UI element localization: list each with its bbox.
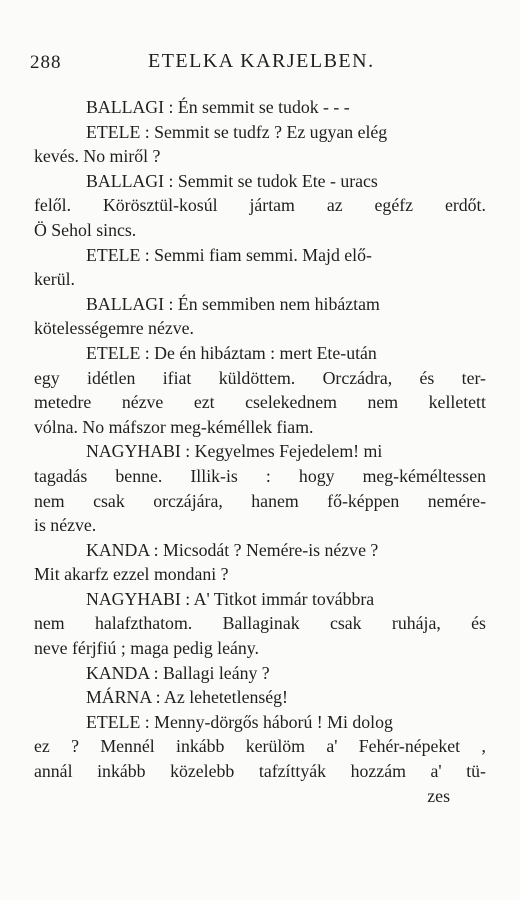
text-line: egy idétlen ifiat küldöttem. Orczádra, és ter-	[34, 367, 486, 388]
text-line: ETELE : De én hibáztam : mert Ete-után	[86, 342, 377, 363]
text-line: vólna. No máfszor meg-kéméllek fiam.	[34, 416, 314, 437]
text-line: BALLAGI : Semmit se tudok Ete - uracs	[86, 170, 378, 191]
text-line: ETELE : Semmit se tudfz ? Ez ugyan elég	[86, 121, 388, 142]
running-head: ETELKA KARJELBEN.	[148, 50, 375, 72]
text-line: ETELE : Menny-dörgős háború ! Mi dolog	[86, 711, 393, 732]
text-line: ETELE : Semmi fiam semmi. Majd elő-	[86, 244, 372, 265]
text-line: ez ? Mennél inkább kerülöm a' Fehér-népeket ,	[34, 736, 486, 757]
text-line: NAGYHABI : Kegyelmes Fejedelem! mi	[86, 441, 383, 462]
text-line: neve férjfiú ; maga pedig leány.	[34, 638, 259, 659]
text-line: NAGYHABI : A' Titkot immár továbbra	[86, 588, 375, 609]
text-line: Ö Sehol sincs.	[34, 219, 137, 240]
text-line: felől. Körösztül-kosúl jártam az egéfz erdőt.	[34, 195, 486, 216]
text-line: kevés. No miről ?	[34, 146, 161, 167]
text-line: tagadás benne. Illik-is : hogy meg-kéméltessen	[34, 465, 486, 486]
page-number: 288	[30, 52, 62, 73]
play-text	[34, 95, 486, 808]
text-line: kötelességemre nézve.	[34, 318, 194, 339]
text-line: Mit akarfz ezzel mondani ?	[34, 564, 229, 585]
text-line: nem csak orczájára, hanem fő-képpen nemére-	[34, 490, 486, 511]
text-line: is nézve.	[34, 515, 97, 536]
text-line: MÁRNA : Az lehetetlenség!	[86, 687, 288, 708]
text-line: metedre nézve ezt cselekednem nem kelletett	[34, 392, 486, 413]
text-line: zes	[427, 785, 450, 806]
text-line: KANDA : Micsodát ? Nemére-is nézve ?	[86, 539, 379, 560]
page-header	[30, 48, 490, 78]
text-line: nem halafzthatom. Ballaginak csak ruhája, és	[34, 613, 486, 634]
text-line: KANDA : Ballagi leány ?	[86, 662, 270, 683]
text-line: BALLAGI : Én semmit se tudok - - -	[86, 97, 350, 117]
text-line: annál inkább közelebb tafzíttyák hozzám a' tü-	[34, 761, 486, 782]
text-line: kerül.	[34, 269, 75, 290]
text-line: BALLAGI : Én semmiben nem hibáztam	[86, 293, 380, 314]
